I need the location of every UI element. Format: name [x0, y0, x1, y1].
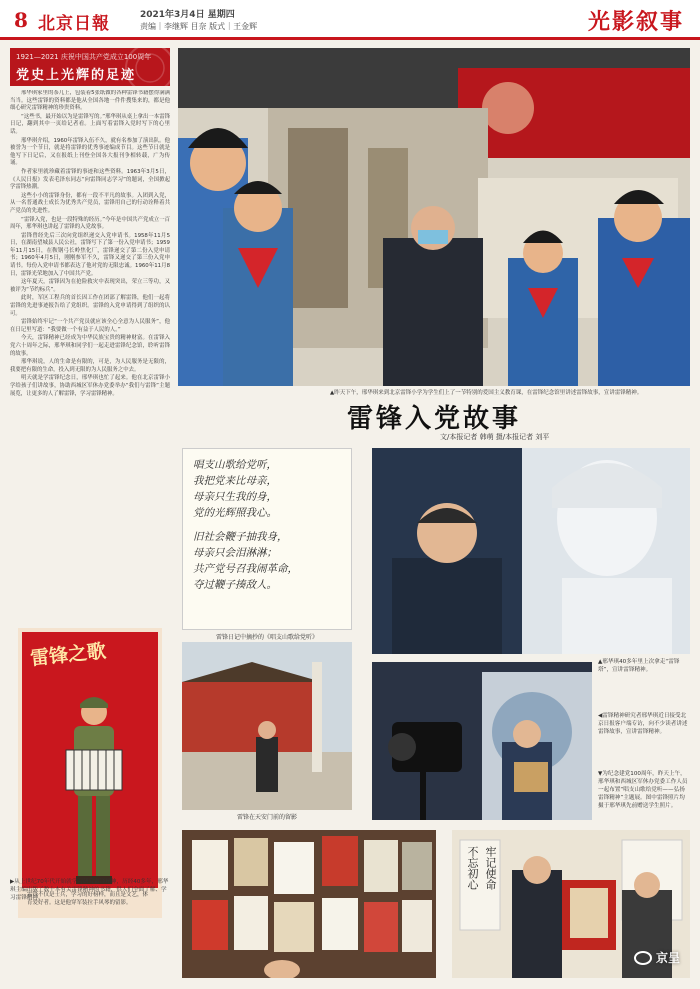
- page-number: 8: [14, 8, 28, 32]
- article-byline: 文/本报记者 韩萌 摄/本报记者 刘平: [440, 433, 550, 441]
- article-body: [10, 90, 170, 658]
- exhibit-photo: [452, 830, 690, 978]
- article-paragraph: 邢华琪说，人的生命是有限的，可是，为人民服务是无限的，我要把有限的生命，投入到无限的为人民服务之中去。: [10, 359, 170, 373]
- main-photo-caption: ▲昨天下午，邢华琪来到北京雷锋小学为学生们上了一节特别的爱国主义教育课，在雷锋纪念馆里讲述雷锋故事，宣讲雷锋精神。: [330, 390, 643, 396]
- section-title: 光影叙事: [587, 9, 684, 35]
- diary-line: 我把党来比母亲，: [193, 475, 277, 487]
- article-paragraph: 邢华琪家里的茶几上，包装着5张纸做的各种雷锋书籍摆得满满当当。这些雷锋的资料都是他从全国各地一件件搜集来的，都是他细心研究雷锋精神的珍贵资料。: [10, 90, 170, 112]
- poster-title: 雷锋之歌: [29, 640, 108, 670]
- article-paragraph: 雷锋曾经先后三次向党组织递交入党申请书。1958年11月5日，在湖南望城县人民公社，雷锋写下了第一份入党申请书；1959年11月15日，在鞍钢弓长岭焦化厂，雷锋递交了第二份入党申请书；1960年4月5日，刚刚参军不久，雷锋又递交了第三份入党申请书。每份入党申请书都表达了他对党的无限忠诚。1960年11月8日，雷锋光荣地加入了中国共产党。: [10, 232, 170, 277]
- main-photo-classroom: [178, 48, 690, 386]
- tiananmen-illustration: [182, 642, 352, 810]
- article-paragraph: 雷锋始终牢记“一个共产党员就应该全心全意为人民服务”，他在日记里写道：“我要做一个有益于人民的人。”: [10, 319, 170, 333]
- article-paragraph: 此时，军区工程兵的首长因工作在团部了解雷锋，他们一起将雷锋的先进事迹报告给了党组织。雷锋的入党申请得到了组织的认可。: [10, 295, 170, 317]
- article-paragraph: “这些书，最开始以为是雷锋写的。”邢华琪从桌上拿出一本雷锋日记，翻到其中一页给记者看。上面写着雷锋入党时写下的心里话。: [10, 113, 170, 135]
- diary-line: 母亲只会泪淋淋；: [193, 547, 277, 559]
- diary-line: 共产党号召我闹革命，: [193, 563, 298, 575]
- tiananmen-photo: [182, 642, 352, 810]
- article-paragraph: 今天，雷锋精神已经成为中华民族宝贵的精神财富。在雷锋入党六十周年之际，邢华琪和同学们一起走进雷锋纪念馆，聆听雷锋的故事。: [10, 335, 170, 357]
- poster-caption: 雷锋不仅是士兵，学习的好榜样，而且是文艺，体育爱好者。这是他穿军装拉手风琴的留影。: [22, 888, 158, 914]
- issue-date: 2021年3月4日 星期四: [140, 10, 235, 20]
- wechat-logo-icon: [634, 951, 652, 965]
- article-paragraph: 邢华琪介绍，1960年雷锋入伍不久，就有名参加了演出队。他被誉为一个节日，就是将雷锋的优秀事迹编成节目。这些节日就是他写下日记后，又在报纸上刊登全国各大报刊争相转载，广为传诵。: [10, 137, 170, 167]
- diary-caption: 雷锋日记中摘抄的《唱支山歌给党听》: [215, 634, 318, 641]
- article-paragraph: 这年夏天，雷锋因为在抢险救灾中表现突出，荣立三等功，又被评为“节约标兵”。: [10, 279, 170, 293]
- interview-photo: [372, 662, 592, 820]
- books-photo: [182, 830, 436, 978]
- column-badge: [10, 48, 170, 86]
- statue-illustration: [372, 448, 690, 654]
- books-illustration: [182, 830, 436, 978]
- article-headline: 雷锋入党故事: [346, 404, 521, 434]
- article-paragraph: “雷锋入党，也是一段特殊的经历。”今年是中国共产党成立一百周年，邢华琪也讲起了雷锋的入党故事。: [10, 216, 170, 231]
- diary-manuscript: [182, 448, 352, 630]
- soldier-accordion-figure: [44, 690, 144, 900]
- left-photo-caption: ▶从上世纪70年代开始就学习研究雷锋精神，历经40多年，邢华琪主编出版了数十本有关雷锋精神的书籍，供人们全面了解、学习雷锋精神。: [10, 879, 169, 901]
- diary-line: 夺过鞭子揍敌人。: [193, 579, 277, 591]
- article-paragraph: 明天就是学雷锋纪念日，邢华琪也忙了起来。他在北京雷锋小学给孩子们讲故事，协助西城区军休办党委举办“我们与雷锋”主题展览，让更多的人了解雷锋，学习雷锋精神。: [10, 375, 170, 397]
- article-paragraph: 作者家里就珍藏着雷锋的事迹和这些资料。1963年3月5日，《人民日报》发表毛泽东同志“向雷锋同志学习”的题词，全国掀起学雷锋热潮。: [10, 168, 170, 191]
- diary-line: 党的光辉照我心。: [193, 507, 277, 519]
- interview-illustration: [372, 662, 592, 820]
- interview-caption: ◀雷锋精神研究者邢华琪近日接受北京日报客户端专访，向不少读者讲述雷锋故事，宣讲雷锋精神。: [598, 713, 688, 735]
- slogan-right: 牢记使命: [484, 846, 497, 890]
- newspaper-logo: 北京日報: [38, 14, 110, 34]
- diary-line: 旧社会鞭子抽我身，: [193, 531, 288, 543]
- article-paragraph: 这些小小的雷锋身份，都有一段不平凡的故事。入团到入党，从一名普通战士成长为优秀共产党员，雷锋用自己的行动诠释着共产党员的先进性。: [10, 192, 170, 214]
- slogan-left: 不忘初心: [466, 846, 479, 890]
- left-column: [10, 48, 170, 983]
- classroom-scene-illustration: [178, 48, 690, 386]
- tiananmen-caption: 雷锋在天安门前的留影: [236, 814, 297, 821]
- diary-line: 唱支山歌给党听，: [193, 459, 277, 471]
- page-header: [0, 0, 700, 40]
- header-meta: [140, 10, 257, 32]
- badge-top-line: 1921—2021 庆祝中国共产党成立100周年: [16, 53, 152, 61]
- source-watermark: [634, 949, 680, 966]
- badge-title: 党史上光辉的足迹: [16, 68, 137, 83]
- exhibit-caption: ▼为纪念建党100周年，昨天上午，邢华琪和西城区军休办党委工作人员一起布置“唱支山歌给党听——弘扬雷锋精神”主题展。图中雷锋照片均摄于邢华琪先前赠送学生照片。: [598, 771, 688, 809]
- statue-caption: ▲邢华琪40多年里上次拿走“雷锋塔”，宣讲雷锋精神。: [598, 659, 680, 673]
- statue-photo: [372, 448, 690, 654]
- lei-feng-poster: [18, 628, 162, 918]
- watermark-text: 京呈: [655, 951, 680, 965]
- editor-credits: 责编｜李继辉 目奈 版式｜王金辉: [140, 22, 258, 31]
- diary-line: 母亲只生我的身，: [193, 491, 277, 503]
